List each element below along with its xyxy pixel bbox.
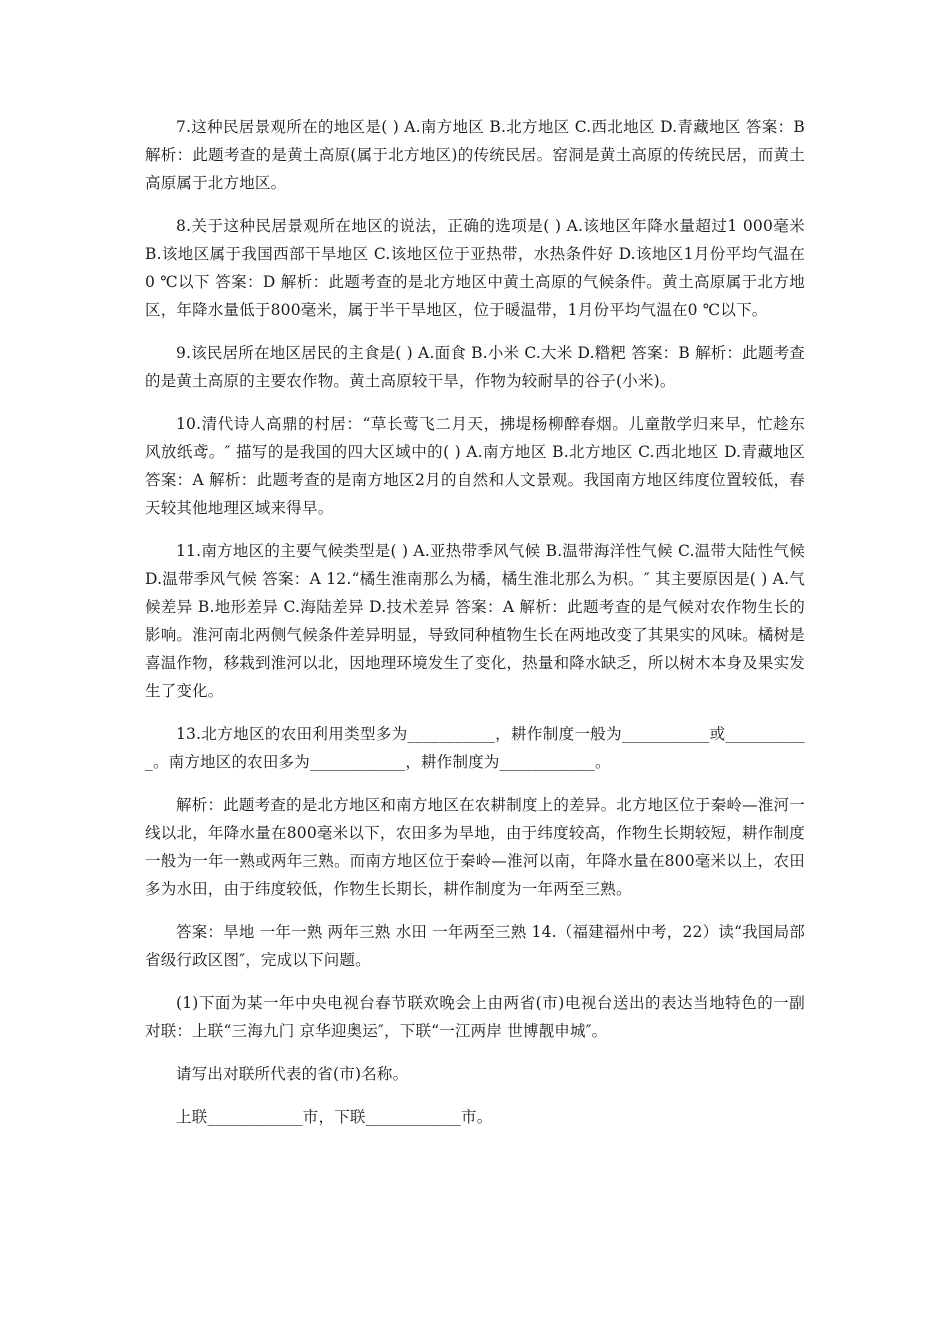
question-14-blank-paragraph: 上联____________市，下联____________市。 — [176, 1108, 493, 1126]
question-14-part-1-paragraph: (1)下面为某一年中央电视台春节联欢晚会上由两省(市)电视台送出的表达当地特色的一副对联：上联“三海九门 京华迎奥运″，下联“一江两岸 世博靓申城″。 — [145, 994, 805, 1040]
question-11-12-paragraph: 11.南方地区的主要气候类型是( ) A.亚热带季风气候 B.温带海洋性气候 C.温带大陆性气候 D.温带季风气候 答案：A 12.“橘生淮南那么为橘，橘生淮北那么为枳。″ 其主要原因是( ) A.气候差异 B.地形差异 C.海陆差异 D.技术差异 答案：A 解析：此题考查的是气候对农作物生长的影响。淮河南北两侧气候条件差异明显，导致同种植物生长在两地改变了其果实的风味。橘树是喜温作物，移栽到淮河以北，因地理环境发生了变化，热量和降水缺乏，所以树木本身及果实发生了变化。 — [145, 542, 805, 700]
question-13-analysis-paragraph: 解析：此题考查的是北方地区和南方地区在农耕制度上的差异。北方地区位于秦岭—淮河一线以北，年降水量在800毫米以下，农田多为旱地，由于纬度较高，作物生长期较短，耕作制度一般为一年一熟或两年三熟。而南方地区位于秦岭—淮河以南，年降水量在800毫米以上，农田多为水田，由于纬度较低，作物生长期长，耕作制度为一年两至三熟。 — [145, 796, 805, 898]
question-13-paragraph: 13.北方地区的农田利用类型多为___________，耕作制度一般为___________或___________。南方地区的农田多为____________，耕作制度为____________。 — [145, 725, 805, 771]
question-7-paragraph: 7.这种民居景观所在的地区是( ) A.南方地区 B.北方地区 C.西北地区 D.青藏地区 答案：B 解析：此题考查的是黄土高原(属于北方地区)的传统民居。窑洞是黄土高原的传统民居，而黄土高原属于北方地区。 — [145, 118, 805, 192]
document-body — [145, 113, 805, 1146]
question-10-paragraph: 10.清代诗人高鼎的村居：“草长莺飞二月天，拂堤杨柳醉春烟。儿童散学归来早，忙趁东风放纸鸢。″ 描写的是我国的四大区域中的( ) A.南方地区 B.北方地区 C.西北地区 D.青藏地区 答案：A 解析：此题考查的是南方地区2月的自然和人文景观。我国南方地区纬度位置较低，春天较其他地理区域来得早。 — [145, 415, 805, 517]
question-8-paragraph: 8.关于这种民居景观所在地区的说法，正确的选项是( ) A.该地区年降水量超过1 000毫米 B.该地区属于我国西部干旱地区 C.该地区位于亚热带，水热条件好 D.该地区1月份平均气温在0 ℃以下 答案：D 解析：此题考查的是北方地区中黄土高原的气候条件。黄土高原属于北方地区，年降水量低于800毫米，属于半干旱地区，位于暖温带，1月份平均气温在0 ℃以下。 — [145, 217, 805, 319]
question-14-instruction-paragraph: 请写出对联所代表的省(市)名称。 — [176, 1065, 409, 1083]
question-9-paragraph: 9.该民居所在地区居民的主食是( ) A.面食 B.小米 C.大米 D.糌粑 答案：B 解析：此题考查的是黄土高原的主要农作物。黄土高原较干旱，作物为较耐旱的谷子(小米)。 — [145, 344, 805, 390]
question-13-answer-paragraph: 答案：旱地 一年一熟 两年三熟 水田 一年两至三熟 14.（福建福州中考，22）读“我国局部省级行政区图″，完成以下问题。 — [145, 923, 805, 969]
